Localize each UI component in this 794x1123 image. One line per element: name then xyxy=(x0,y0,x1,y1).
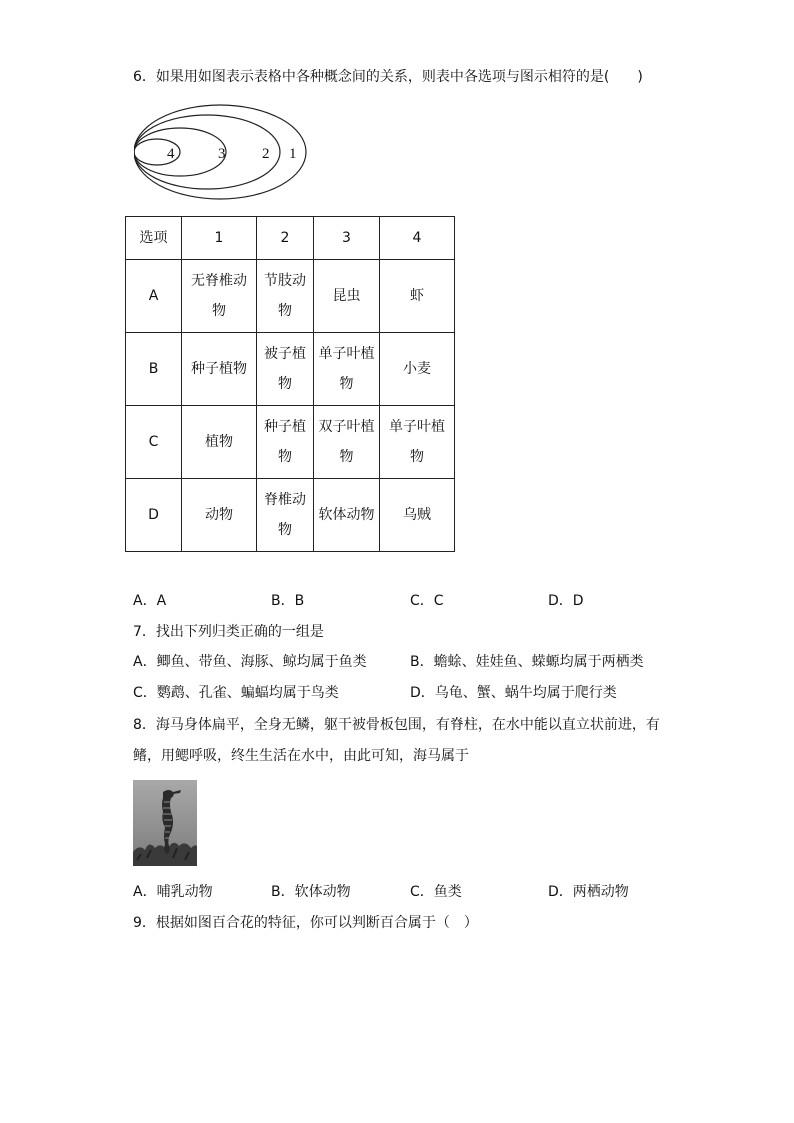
table-cell: 单子叶植物 xyxy=(314,333,380,406)
diagram-label-4: 4 xyxy=(167,146,175,162)
table-cell: B xyxy=(126,333,182,406)
table-row xyxy=(126,406,455,479)
question-7-stem: 7．找出下列归类正确的一组是 xyxy=(133,624,324,640)
table-cell: 无脊椎动物 xyxy=(182,260,257,333)
table-cell: 植物 xyxy=(182,406,257,479)
table-cell: 虾 xyxy=(380,260,455,333)
table-cell: 乌贼 xyxy=(380,479,455,552)
table-cell: 昆虫 xyxy=(314,260,380,333)
table-cell: D xyxy=(126,479,182,552)
q6-option-b[interactable]: B．B xyxy=(271,593,305,609)
table-header-cell: 4 xyxy=(380,217,455,260)
table-cell: 脊椎动物 xyxy=(257,479,314,552)
q7-option-a[interactable]: A．鲫鱼、带鱼、海豚、鲸均属于鱼类 xyxy=(133,654,367,670)
table-header-cell: 2 xyxy=(257,217,314,260)
table-cell: 节肢动物 xyxy=(257,260,314,333)
table-cell: 小麦 xyxy=(380,333,455,406)
table-header-cell: 选项 xyxy=(126,217,182,260)
question-8-stem-line1: 8．海马身体扁平，全身无鳞，躯干被骨板包围，有脊柱，在水中能以直立状前进，有 xyxy=(133,717,660,733)
diagram-label-3: 3 xyxy=(218,146,226,162)
table-cell: 种子植物 xyxy=(257,406,314,479)
diagram-label-2: 2 xyxy=(262,146,270,162)
question-9-stem: 9．根据如图百合花的特征，你可以判断百合属于（ ） xyxy=(133,915,478,931)
q6-option-a[interactable]: A．A xyxy=(133,593,167,609)
table-row xyxy=(126,260,455,333)
q6-option-d[interactable]: D．D xyxy=(548,593,584,609)
question-6-stem: 6．如果用如图表示表格中各种概念间的关系，则表中各选项与图示相符的是( ) xyxy=(133,69,643,85)
q7-option-b[interactable]: B．蟾蜍、娃娃鱼、蝾螈均属于两栖类 xyxy=(410,654,644,670)
table-cell: A xyxy=(126,260,182,333)
table-header-cell: 3 xyxy=(314,217,380,260)
q8-option-a[interactable]: A．哺乳动物 xyxy=(133,884,213,900)
seahorse-photo xyxy=(133,780,197,866)
table-row xyxy=(126,479,455,552)
table-cell: 动物 xyxy=(182,479,257,552)
table-cell: 单子叶植物 xyxy=(380,406,455,479)
nested-ellipse-diagram xyxy=(134,104,314,202)
table-cell: C xyxy=(126,406,182,479)
q8-option-b[interactable]: B．软体动物 xyxy=(271,884,351,900)
diagram-label-1: 1 xyxy=(289,146,297,162)
q7-option-c[interactable]: C．鹦鹉、孔雀、蝙蝠均属于鸟类 xyxy=(133,685,339,701)
q8-option-c[interactable]: C．鱼类 xyxy=(410,884,462,900)
table-cell: 种子植物 xyxy=(182,333,257,406)
table-cell: 软体动物 xyxy=(314,479,380,552)
q6-option-c[interactable]: C．C xyxy=(410,593,444,609)
question-8-stem-line2: 鳍，用鳃呼吸，终生生活在水中，由此可知，海马属于 xyxy=(133,748,469,764)
table-row xyxy=(126,333,455,406)
q7-option-d[interactable]: D．乌龟、蟹、蜗牛均属于爬行类 xyxy=(410,685,617,701)
table-header-row xyxy=(126,217,455,260)
table-cell: 双子叶植物 xyxy=(314,406,380,479)
table-cell: 被子植物 xyxy=(257,333,314,406)
options-table xyxy=(125,216,455,552)
q8-option-d[interactable]: D．两栖动物 xyxy=(548,884,629,900)
table-header-cell: 1 xyxy=(182,217,257,260)
